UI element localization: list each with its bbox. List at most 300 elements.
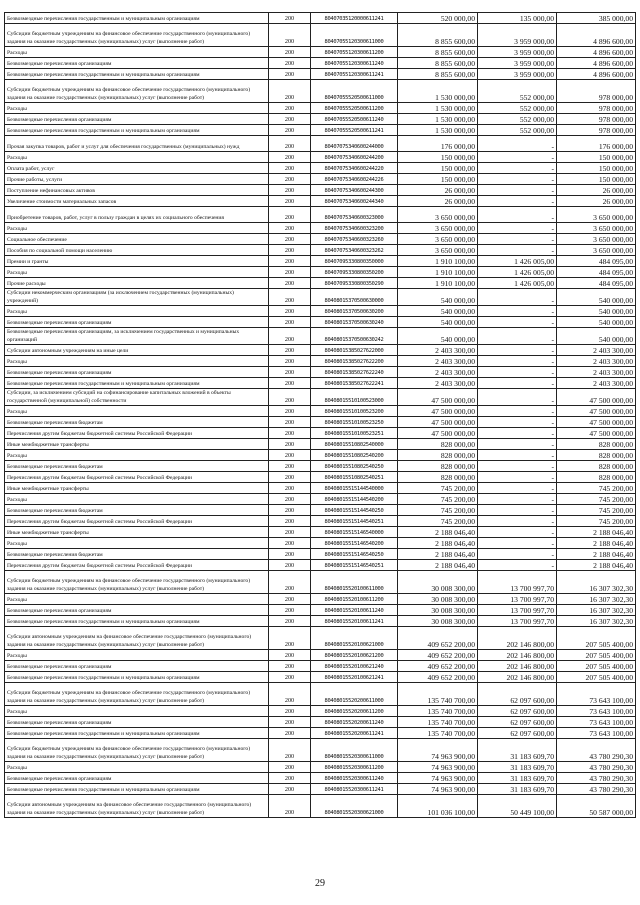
- row-name: Безвозмездные перечисления организациям, за исключением государственных и муниципальных организаций: [5, 328, 269, 345]
- row-ved-code: 200: [269, 223, 311, 234]
- row-classification-code: 80408015385027622240: [311, 367, 398, 378]
- row-name: Безвозмездные перечисления государственным и муниципальным организациям: [5, 69, 269, 80]
- row-executed-amount: 202 146 800,00: [478, 661, 557, 672]
- row-unexecuted-amount: 4 896 600,00: [557, 47, 636, 58]
- row-ved-code: 200: [269, 207, 311, 223]
- row-ved-code: 200: [269, 728, 311, 739]
- row-ved-code: 200: [269, 389, 311, 406]
- row-approved-amount: 1 910 100,00: [398, 256, 478, 267]
- row-unexecuted-amount: 745 200,00: [557, 483, 636, 494]
- row-name: Расходы: [5, 152, 269, 163]
- row-ved-code: 200: [269, 494, 311, 505]
- row-name: Расходы: [5, 356, 269, 367]
- row-ved-code: 200: [269, 328, 311, 345]
- table-row: [5, 234, 636, 245]
- row-ved-code: 200: [269, 762, 311, 773]
- table-row: [5, 328, 636, 345]
- row-unexecuted-amount: 16 307 302,30: [557, 571, 636, 594]
- row-ved-code: 200: [269, 80, 311, 103]
- row-name: Субсидии, за исключением субсидий на софинансирование капитальных вложений в объекты государственной (муниципальной) собственности: [5, 389, 269, 406]
- row-ved-code: 200: [269, 472, 311, 483]
- row-approved-amount: 26 000,00: [398, 185, 478, 196]
- table-row: [5, 683, 636, 706]
- budget-table: [4, 12, 636, 818]
- row-classification-code: 80407075340600244340: [311, 196, 398, 207]
- row-name: Расходы: [5, 450, 269, 461]
- row-ved-code: 200: [269, 185, 311, 196]
- row-classification-code: 80408015510100523251: [311, 428, 398, 439]
- table-row: [5, 163, 636, 174]
- row-classification-code: 80407075340600244300: [311, 185, 398, 196]
- row-unexecuted-amount: 16 307 302,30: [557, 605, 636, 616]
- table-row: [5, 267, 636, 278]
- row-approved-amount: 74 963 900,00: [398, 739, 478, 762]
- row-ved-code: 200: [269, 152, 311, 163]
- row-name: Иные межбюджетные трансферты: [5, 439, 269, 450]
- row-approved-amount: 30 008 300,00: [398, 616, 478, 627]
- table-row: [5, 58, 636, 69]
- row-ved-code: 200: [269, 739, 311, 762]
- row-unexecuted-amount: 43 780 290,30: [557, 784, 636, 795]
- row-unexecuted-amount: 978 000,00: [557, 125, 636, 136]
- table-row: [5, 450, 636, 461]
- table-row: [5, 185, 636, 196]
- table-row: [5, 245, 636, 256]
- row-classification-code: 80408015520100621000: [311, 627, 398, 650]
- row-executed-amount: 50 449 100,00: [478, 795, 557, 818]
- row-classification-code: 80408015515144540251: [311, 516, 398, 527]
- row-ved-code: 200: [269, 795, 311, 818]
- row-ved-code: 200: [269, 47, 311, 58]
- row-name: Расходы: [5, 494, 269, 505]
- row-approved-amount: 3 650 000,00: [398, 245, 478, 256]
- row-classification-code: 80408015370500630200: [311, 306, 398, 317]
- row-executed-amount: -: [478, 560, 557, 571]
- row-approved-amount: 3 650 000,00: [398, 234, 478, 245]
- table-row: [5, 196, 636, 207]
- table-row: [5, 289, 636, 306]
- row-unexecuted-amount: 828 000,00: [557, 439, 636, 450]
- row-unexecuted-amount: 73 643 100,00: [557, 717, 636, 728]
- row-executed-amount: -: [478, 289, 557, 306]
- row-classification-code: 80407055120300611200: [311, 47, 398, 58]
- row-executed-amount: 62 097 600,00: [478, 706, 557, 717]
- row-executed-amount: -: [478, 406, 557, 417]
- row-unexecuted-amount: 47 500 000,00: [557, 389, 636, 406]
- row-executed-amount: -: [478, 317, 557, 328]
- row-classification-code: 80408015520200611200: [311, 706, 398, 717]
- row-name: Субсидии автономным учреждениям на иные цели: [5, 345, 269, 356]
- row-classification-code: 80408015510100523250: [311, 417, 398, 428]
- row-classification-code: 80408015520100621241: [311, 672, 398, 683]
- row-classification-code: 80408015520100621240: [311, 661, 398, 672]
- row-name: Перечисления другим бюджетам бюджетной системы Российской Федерации: [5, 516, 269, 527]
- row-executed-amount: -: [478, 136, 557, 152]
- row-classification-code: 80408015510802540200: [311, 450, 398, 461]
- row-unexecuted-amount: 207 505 400,00: [557, 627, 636, 650]
- row-approved-amount: 8 855 600,00: [398, 24, 478, 47]
- row-executed-amount: 1 426 005,00: [478, 256, 557, 267]
- row-unexecuted-amount: 2 188 046,40: [557, 527, 636, 538]
- row-classification-code: 80408015520300611241: [311, 784, 398, 795]
- row-name: Социальное обеспечение: [5, 234, 269, 245]
- row-name: Иные межбюджетные трансферты: [5, 527, 269, 538]
- row-unexecuted-amount: 26 000,00: [557, 185, 636, 196]
- table-row: [5, 650, 636, 661]
- row-name: Пособия по социальной помощи населению: [5, 245, 269, 256]
- row-executed-amount: 1 426 005,00: [478, 278, 557, 289]
- table-row: [5, 571, 636, 594]
- row-executed-amount: -: [478, 538, 557, 549]
- row-ved-code: 200: [269, 345, 311, 356]
- row-executed-amount: -: [478, 378, 557, 389]
- row-ved-code: 200: [269, 461, 311, 472]
- table-row: [5, 125, 636, 136]
- row-executed-amount: -: [478, 345, 557, 356]
- row-classification-code: 80408015510100523000: [311, 389, 398, 406]
- row-ved-code: 200: [269, 627, 311, 650]
- row-unexecuted-amount: 3 650 000,00: [557, 207, 636, 223]
- row-name: Расходы: [5, 538, 269, 549]
- row-classification-code: 80408015520200611241: [311, 728, 398, 739]
- row-approved-amount: 135 740 700,00: [398, 683, 478, 706]
- row-name: Безвозмездные перечисления организациям: [5, 605, 269, 616]
- row-executed-amount: 62 097 600,00: [478, 728, 557, 739]
- row-ved-code: 200: [269, 527, 311, 538]
- row-approved-amount: 150 000,00: [398, 163, 478, 174]
- row-unexecuted-amount: 43 780 290,30: [557, 762, 636, 773]
- row-classification-code: 80408015515146540251: [311, 560, 398, 571]
- row-classification-code: 80408015520100621200: [311, 650, 398, 661]
- row-ved-code: 200: [269, 661, 311, 672]
- row-executed-amount: -: [478, 472, 557, 483]
- row-unexecuted-amount: 484 095,00: [557, 267, 636, 278]
- row-approved-amount: 47 500 000,00: [398, 417, 478, 428]
- row-approved-amount: 745 200,00: [398, 516, 478, 527]
- row-executed-amount: 3 959 000,00: [478, 69, 557, 80]
- row-ved-code: 200: [269, 306, 311, 317]
- row-classification-code: 80408015515146540200: [311, 538, 398, 549]
- row-unexecuted-amount: 745 200,00: [557, 516, 636, 527]
- row-executed-amount: -: [478, 527, 557, 538]
- row-approved-amount: 540 000,00: [398, 306, 478, 317]
- row-approved-amount: 520 000,00: [398, 13, 478, 24]
- row-unexecuted-amount: 2 403 300,00: [557, 356, 636, 367]
- row-classification-code: 80408015520300611240: [311, 773, 398, 784]
- row-executed-amount: 202 146 800,00: [478, 627, 557, 650]
- row-name: Субсидии некоммерческим организациям (за исключением государственных (муниципальных) учреждений): [5, 289, 269, 306]
- row-unexecuted-amount: 207 505 400,00: [557, 650, 636, 661]
- row-name: Расходы: [5, 406, 269, 417]
- row-unexecuted-amount: 540 000,00: [557, 328, 636, 345]
- row-ved-code: 200: [269, 125, 311, 136]
- row-executed-amount: -: [478, 207, 557, 223]
- row-approved-amount: 2 403 300,00: [398, 367, 478, 378]
- row-approved-amount: 1 530 000,00: [398, 125, 478, 136]
- row-name: Расходы: [5, 103, 269, 114]
- table-row: [5, 174, 636, 185]
- table-row: [5, 560, 636, 571]
- row-ved-code: 200: [269, 289, 311, 306]
- row-unexecuted-amount: 16 307 302,30: [557, 594, 636, 605]
- table-row: [5, 207, 636, 223]
- row-name: Расходы: [5, 762, 269, 773]
- table-row: [5, 317, 636, 328]
- row-name: Безвозмездные перечисления организациям: [5, 58, 269, 69]
- table-row: [5, 795, 636, 818]
- row-classification-code: 80407075340600244000: [311, 136, 398, 152]
- row-executed-amount: -: [478, 306, 557, 317]
- row-name: Безвозмездные перечисления организациям: [5, 717, 269, 728]
- row-unexecuted-amount: 73 643 100,00: [557, 706, 636, 717]
- row-name: Расходы: [5, 306, 269, 317]
- table-row: [5, 616, 636, 627]
- row-ved-code: 200: [269, 450, 311, 461]
- row-executed-amount: -: [478, 223, 557, 234]
- row-classification-code: 80408015520100611241: [311, 616, 398, 627]
- row-approved-amount: 30 008 300,00: [398, 605, 478, 616]
- row-executed-amount: 31 183 609,70: [478, 762, 557, 773]
- row-ved-code: 200: [269, 571, 311, 594]
- row-name: Безвозмездные перечисления организациям: [5, 661, 269, 672]
- row-approved-amount: 745 200,00: [398, 494, 478, 505]
- row-ved-code: 200: [269, 605, 311, 616]
- row-ved-code: 200: [269, 784, 311, 795]
- row-approved-amount: 2 403 300,00: [398, 356, 478, 367]
- row-unexecuted-amount: 2 403 300,00: [557, 345, 636, 356]
- row-unexecuted-amount: 828 000,00: [557, 450, 636, 461]
- row-executed-amount: -: [478, 328, 557, 345]
- row-classification-code: 80407075340600244220: [311, 163, 398, 174]
- row-approved-amount: 74 963 900,00: [398, 762, 478, 773]
- row-name: Безвозмездные перечисления государственным и муниципальным организациям: [5, 125, 269, 136]
- row-ved-code: 200: [269, 650, 311, 661]
- row-unexecuted-amount: 745 200,00: [557, 494, 636, 505]
- row-approved-amount: 2 188 046,40: [398, 560, 478, 571]
- row-name: Прочая закупка товаров, работ и услуг для обеспечения государственных (муниципальных) нужд: [5, 136, 269, 152]
- row-unexecuted-amount: 47 500 000,00: [557, 417, 636, 428]
- row-ved-code: 200: [269, 356, 311, 367]
- row-unexecuted-amount: 484 095,00: [557, 278, 636, 289]
- table-row: [5, 784, 636, 795]
- row-ved-code: 200: [269, 538, 311, 549]
- row-name: Субсидии бюджетным учреждениям на финансовое обеспечение государственного (муниципального) задания на оказание государственных (муниципальных) услуг (выполнение работ): [5, 24, 269, 47]
- row-classification-code: 80408015515146540000: [311, 527, 398, 538]
- table-row: [5, 378, 636, 389]
- row-executed-amount: -: [478, 483, 557, 494]
- row-unexecuted-amount: 978 000,00: [557, 103, 636, 114]
- row-name: Безвозмездные перечисления организациям: [5, 367, 269, 378]
- row-executed-amount: -: [478, 439, 557, 450]
- table-row: [5, 389, 636, 406]
- table-row: [5, 728, 636, 739]
- row-executed-amount: -: [478, 245, 557, 256]
- row-classification-code: 80408015520100611200: [311, 594, 398, 605]
- row-name: Безвозмездные перечисления государственным и муниципальным организациям: [5, 784, 269, 795]
- row-approved-amount: 74 963 900,00: [398, 784, 478, 795]
- row-executed-amount: -: [478, 174, 557, 185]
- row-ved-code: 200: [269, 58, 311, 69]
- row-unexecuted-amount: 150 000,00: [557, 152, 636, 163]
- table-row: [5, 80, 636, 103]
- table-row: [5, 278, 636, 289]
- row-ved-code: 200: [269, 234, 311, 245]
- row-classification-code: 80408015520200611000: [311, 683, 398, 706]
- table-row: [5, 594, 636, 605]
- row-name: Приобретение товаров, работ, услуг в пользу граждан в целях их социального обеспечения: [5, 207, 269, 223]
- table-row: [5, 345, 636, 356]
- row-approved-amount: 1 910 100,00: [398, 267, 478, 278]
- table-row: [5, 661, 636, 672]
- row-unexecuted-amount: 978 000,00: [557, 114, 636, 125]
- row-ved-code: 200: [269, 428, 311, 439]
- row-executed-amount: -: [478, 367, 557, 378]
- row-approved-amount: 30 008 300,00: [398, 571, 478, 594]
- table-row: [5, 306, 636, 317]
- table-row: [5, 47, 636, 58]
- table-row: [5, 516, 636, 527]
- row-approved-amount: 540 000,00: [398, 317, 478, 328]
- table-row: [5, 13, 636, 24]
- row-approved-amount: 540 000,00: [398, 328, 478, 345]
- row-classification-code: 80407075340600244226: [311, 174, 398, 185]
- row-executed-amount: 202 146 800,00: [478, 672, 557, 683]
- row-classification-code: 80407055520500611200: [311, 103, 398, 114]
- table-row: [5, 672, 636, 683]
- row-ved-code: 200: [269, 317, 311, 328]
- row-executed-amount: -: [478, 356, 557, 367]
- table-row: [5, 103, 636, 114]
- row-unexecuted-amount: 26 000,00: [557, 196, 636, 207]
- row-ved-code: 200: [269, 406, 311, 417]
- row-unexecuted-amount: 828 000,00: [557, 461, 636, 472]
- table-row: [5, 505, 636, 516]
- row-name: Расходы: [5, 223, 269, 234]
- table-row: [5, 223, 636, 234]
- row-executed-amount: 3 959 000,00: [478, 58, 557, 69]
- row-name: Увеличение стоимости материальных запасов: [5, 196, 269, 207]
- row-approved-amount: 745 200,00: [398, 505, 478, 516]
- row-executed-amount: 13 700 997,70: [478, 616, 557, 627]
- table-row: [5, 461, 636, 472]
- row-unexecuted-amount: 3 650 000,00: [557, 223, 636, 234]
- row-approved-amount: 3 650 000,00: [398, 223, 478, 234]
- page-number: 29: [315, 878, 325, 889]
- table-row: [5, 406, 636, 417]
- table-row: [5, 256, 636, 267]
- row-approved-amount: 74 963 900,00: [398, 773, 478, 784]
- row-unexecuted-amount: 43 780 290,30: [557, 773, 636, 784]
- row-approved-amount: 2 403 300,00: [398, 345, 478, 356]
- row-executed-amount: -: [478, 461, 557, 472]
- row-classification-code: 80408015370500630242: [311, 328, 398, 345]
- row-ved-code: 200: [269, 196, 311, 207]
- row-unexecuted-amount: 207 505 400,00: [557, 672, 636, 683]
- table-row: [5, 527, 636, 538]
- row-ved-code: 200: [269, 683, 311, 706]
- table-row: [5, 24, 636, 47]
- row-approved-amount: 176 000,00: [398, 136, 478, 152]
- row-name: Расходы: [5, 706, 269, 717]
- row-classification-code: 80407075340600323262: [311, 245, 398, 256]
- row-ved-code: 200: [269, 24, 311, 47]
- row-approved-amount: 8 855 600,00: [398, 69, 478, 80]
- row-classification-code: 80407055520500611240: [311, 114, 398, 125]
- row-ved-code: 200: [269, 672, 311, 683]
- table-row: [5, 356, 636, 367]
- row-classification-code: 80407075340600323200: [311, 223, 398, 234]
- row-ved-code: 200: [269, 560, 311, 571]
- row-approved-amount: 2 188 046,40: [398, 549, 478, 560]
- row-name: Безвозмездные перечисления организациям: [5, 114, 269, 125]
- row-name: Субсидии бюджетным учреждениям на финансовое обеспечение государственного (муниципального) задания на оказание государственных (муниципальных) услуг (выполнение работ): [5, 80, 269, 103]
- row-classification-code: 80407075340600323260: [311, 234, 398, 245]
- row-name: Иные межбюджетные трансферты: [5, 483, 269, 494]
- row-approved-amount: 1 530 000,00: [398, 80, 478, 103]
- row-name: Субсидии бюджетным учреждениям на финансовое обеспечение государственного (муниципального) задания на оказание государственных (муниципальных) услуг (выполнение работ): [5, 683, 269, 706]
- row-unexecuted-amount: 978 000,00: [557, 80, 636, 103]
- row-unexecuted-amount: 745 200,00: [557, 505, 636, 516]
- row-approved-amount: 26 000,00: [398, 196, 478, 207]
- table-row: [5, 706, 636, 717]
- table-row: [5, 549, 636, 560]
- row-classification-code: 80408015370500630240: [311, 317, 398, 328]
- row-approved-amount: 135 740 700,00: [398, 728, 478, 739]
- row-executed-amount: 3 959 000,00: [478, 24, 557, 47]
- row-classification-code: 80407055120300611240: [311, 58, 398, 69]
- row-executed-amount: 552 000,00: [478, 80, 557, 103]
- row-approved-amount: 150 000,00: [398, 174, 478, 185]
- row-name: Безвозмездные перечисления бюджетам: [5, 417, 269, 428]
- row-ved-code: 200: [269, 516, 311, 527]
- row-unexecuted-amount: 4 896 600,00: [557, 24, 636, 47]
- row-executed-amount: 13 700 997,70: [478, 571, 557, 594]
- row-approved-amount: 3 650 000,00: [398, 207, 478, 223]
- row-ved-code: 200: [269, 773, 311, 784]
- row-name: Расходы: [5, 650, 269, 661]
- row-classification-code: 80408015385027622000: [311, 345, 398, 356]
- row-approved-amount: 745 200,00: [398, 483, 478, 494]
- row-approved-amount: 47 500 000,00: [398, 428, 478, 439]
- row-ved-code: 200: [269, 114, 311, 125]
- row-classification-code: 80408015385027622200: [311, 356, 398, 367]
- row-executed-amount: -: [478, 494, 557, 505]
- table-row: [5, 428, 636, 439]
- row-approved-amount: 2 188 046,40: [398, 527, 478, 538]
- row-classification-code: 80408015515144540200: [311, 494, 398, 505]
- row-executed-amount: -: [478, 389, 557, 406]
- row-executed-amount: 3 959 000,00: [478, 47, 557, 58]
- row-ved-code: 200: [269, 245, 311, 256]
- row-classification-code: 80408015510100523200: [311, 406, 398, 417]
- row-name: Субсидии бюджетным учреждениям на финансовое обеспечение государственного (муниципального) задания на оказание государственных (муниципальных) услуг (выполнение работ): [5, 571, 269, 594]
- table-row: [5, 762, 636, 773]
- row-unexecuted-amount: 3 650 000,00: [557, 245, 636, 256]
- row-classification-code: 80408015515144540000: [311, 483, 398, 494]
- row-executed-amount: -: [478, 152, 557, 163]
- row-ved-code: 200: [269, 706, 311, 717]
- row-ved-code: 200: [269, 69, 311, 80]
- table-row: [5, 773, 636, 784]
- row-unexecuted-amount: 50 587 000,00: [557, 795, 636, 818]
- row-approved-amount: 101 036 100,00: [398, 795, 478, 818]
- row-approved-amount: 1 910 100,00: [398, 278, 478, 289]
- table-row: [5, 538, 636, 549]
- row-ved-code: 200: [269, 256, 311, 267]
- row-name: Перечисления другим бюджетам бюджетной системы Российской Федерации: [5, 560, 269, 571]
- row-executed-amount: 13 700 997,70: [478, 605, 557, 616]
- table-row: [5, 494, 636, 505]
